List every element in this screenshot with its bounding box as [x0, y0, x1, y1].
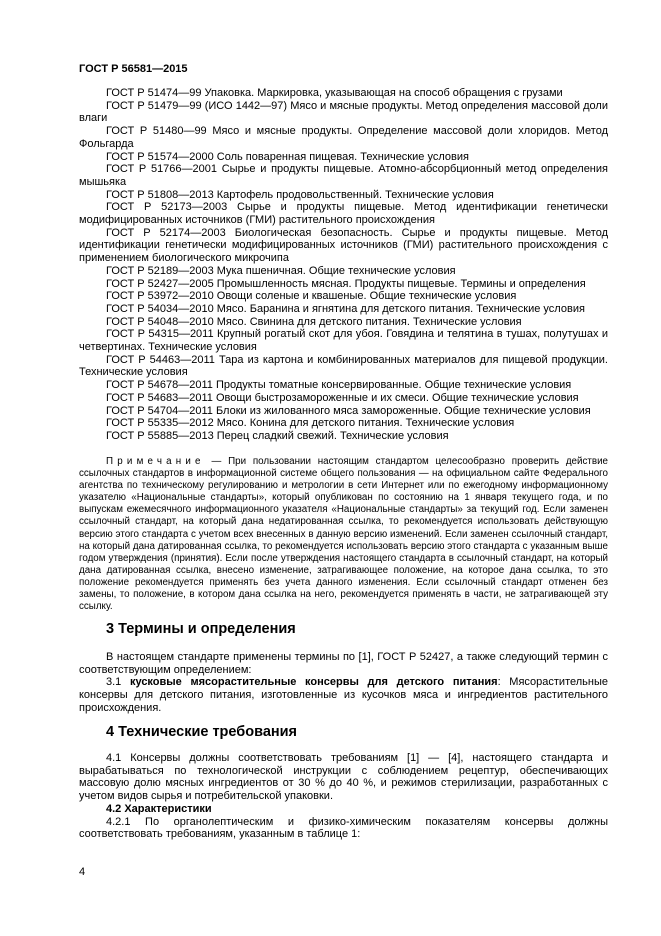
- subsection-4-2-heading: 4.2 Характеристики: [106, 802, 212, 815]
- reference-item: ГОСТ Р 54704—2011 Блоки из жилованного мяса замороженные. Общие технические условия: [106, 404, 591, 417]
- section-4-body: [79, 752, 608, 841]
- reference-item: ГОСТ Р 54683—2011 Овощи быстрозамороженные и их смеси. Общие технические условия: [106, 391, 579, 404]
- term: кусковые мясорастительные консервы для детского питания: [129, 676, 498, 689]
- reference-item: ГОСТ Р 53972—2010 Овощи соленые и квашеные. Общие технические условия: [106, 290, 517, 303]
- reference-item: ГОСТ Р 55885—2013 Перец сладкий свежий. Технические условия: [106, 429, 449, 442]
- references-list: [79, 87, 608, 443]
- note-text: — При пользовании настоящим стандартом целесообразно проверить действие ссылочных стандартов в информационной системе общего пользования — на официальном сайте Федерального агентства по техническому регулированию и метрологии в сети Интернет или по ежегодному информационному указателю «Национальные стандарты», который опубликован по состоянию на 1 января текущего года, и по выпускам ежемесячного информационного указателя «Национальные стандарты» за текущий год. Если заменен ссылочный стандарт, на который дана недатированная ссылка, то рекомендуется использовать действующую версию этого стандарта с учетом всех внесенных в данную версию изменений. Если заменен ссылочный стандарт, на который дана датированная ссылка, то рекомендуется использовать версию этого стандарта с указанным выше годом утверждения (принятия). Если после утверждения настоящего стандарта в ссылочный стандарт, на который дана датированная ссылка, внесено изменение, затрагивающее положение, на которое дана ссылка, то это положение рекомендуется применять без учета данного изменения. Если ссылочный стандарт отменен без замены, то положение, в котором дана ссылка на него, рекомендуется применять в части, не затрагивающей эту ссылку.: [79, 456, 608, 613]
- paragraph-4-2-1: 4.2.1 По органолептическим и физико-химическим показателям консервы должны соответствовать требованиям, указанным в таблице 1:: [79, 815, 608, 841]
- reference-item: ГОСТ Р 51766—2001 Сырье и продукты пищевые. Атомно-абсорбционный метод определения мышьяка: [79, 163, 608, 188]
- reference-item: ГОСТ Р 54463—2011 Тара из картона и комбинированных материалов для пищевой продукции. Технические условия: [79, 353, 608, 379]
- section-3-intro: В настоящем стандарте применены термины по [1], ГОСТ Р 52427, а также следующий термин с соответствующим определением:: [79, 651, 608, 676]
- reference-item: ГОСТ Р 54048—2010 Мясо. Свинина для детского питания. Технические условия: [106, 315, 522, 328]
- reference-item: ГОСТ Р 54315—2011 Крупный рогатый скот для убоя. Говядина и телятина в тушах, полутушах и четвертинах. Технические условия: [79, 328, 608, 354]
- reference-item: ГОСТ Р 52174—2003 Биологическая безопасность. Сырье и продукты пищевые. Метод идентификации генетически модифицированных источников (ГМИ) растительного происхождения с применением биологического микрочипа: [79, 226, 608, 265]
- section-4-heading: 4 Технические требования: [106, 724, 298, 740]
- reference-item: ГОСТ Р 51480—99 Мясо и мясные продукты. Определение массовой доли хлоридов. Метод Фольгарда: [79, 125, 608, 150]
- reference-item: ГОСТ Р 51808—2013 Картофель продовольственный. Технические условия: [106, 188, 494, 201]
- reference-item: ГОСТ Р 54034—2010 Мясо. Баранина и ягнятина для детского питания. Технические условия: [106, 302, 585, 315]
- section-3-body: [79, 651, 608, 715]
- reference-item: ГОСТ Р 55335—2012 Мясо. Конина для детского питания. Технические условия: [106, 417, 515, 430]
- reference-item: ГОСТ Р 52173—2003 Сырье и продукты пищевые. Метод идентификации генетически модифицированных источников (ГМИ) растительного происхождения: [79, 201, 608, 227]
- reference-item: ГОСТ Р 52427—2005 Промышленность мясная. Продукты пищевые. Термины и определения: [106, 277, 586, 290]
- term-number: 3.1: [106, 676, 130, 689]
- page-number: 4: [79, 866, 86, 878]
- reference-item: ГОСТ Р 51474—99 Упаковка. Маркировка, указывающая на способ обращения с грузами: [106, 87, 563, 99]
- definition: : Мясорастительные консервы для детского питания, изготовленные из кусочков мяса и ингредиентов растительного происхождения.: [79, 676, 608, 714]
- note-paragraph: [79, 456, 608, 613]
- reference-item: ГОСТ Р 52189—2003 Мука пшеничная. Общие технические условия: [106, 264, 456, 277]
- document-header: ГОСТ Р 56581—2015: [79, 63, 188, 75]
- note-label: Примечание: [106, 456, 205, 467]
- reference-item: ГОСТ Р 51574—2000 Соль поваренная пищевая. Технические условия: [106, 150, 469, 163]
- paragraph-4-1: 4.1 Консервы должны соответствовать требованиям [1] — [4], настоящего стандарта и вырабатываться по технологической инструкции с соблюдением рецептур, обеспечивающих массовую долю мясных ингредиентов от 30 % до 40 %, и режимов стерилизации, разработанных с учетом видов сырья и потребительской упаковки.: [79, 752, 608, 803]
- term-definition: [79, 676, 608, 714]
- reference-item: ГОСТ Р 54678—2011 Продукты томатные консервированные. Общие технические условия: [106, 379, 572, 392]
- section-3-heading: 3 Термины и определения: [106, 621, 296, 637]
- reference-item: ГОСТ Р 51479—99 (ИСО 1442—97) Мясо и мясные продукты. Метод определения массовой доли влаги: [79, 99, 608, 125]
